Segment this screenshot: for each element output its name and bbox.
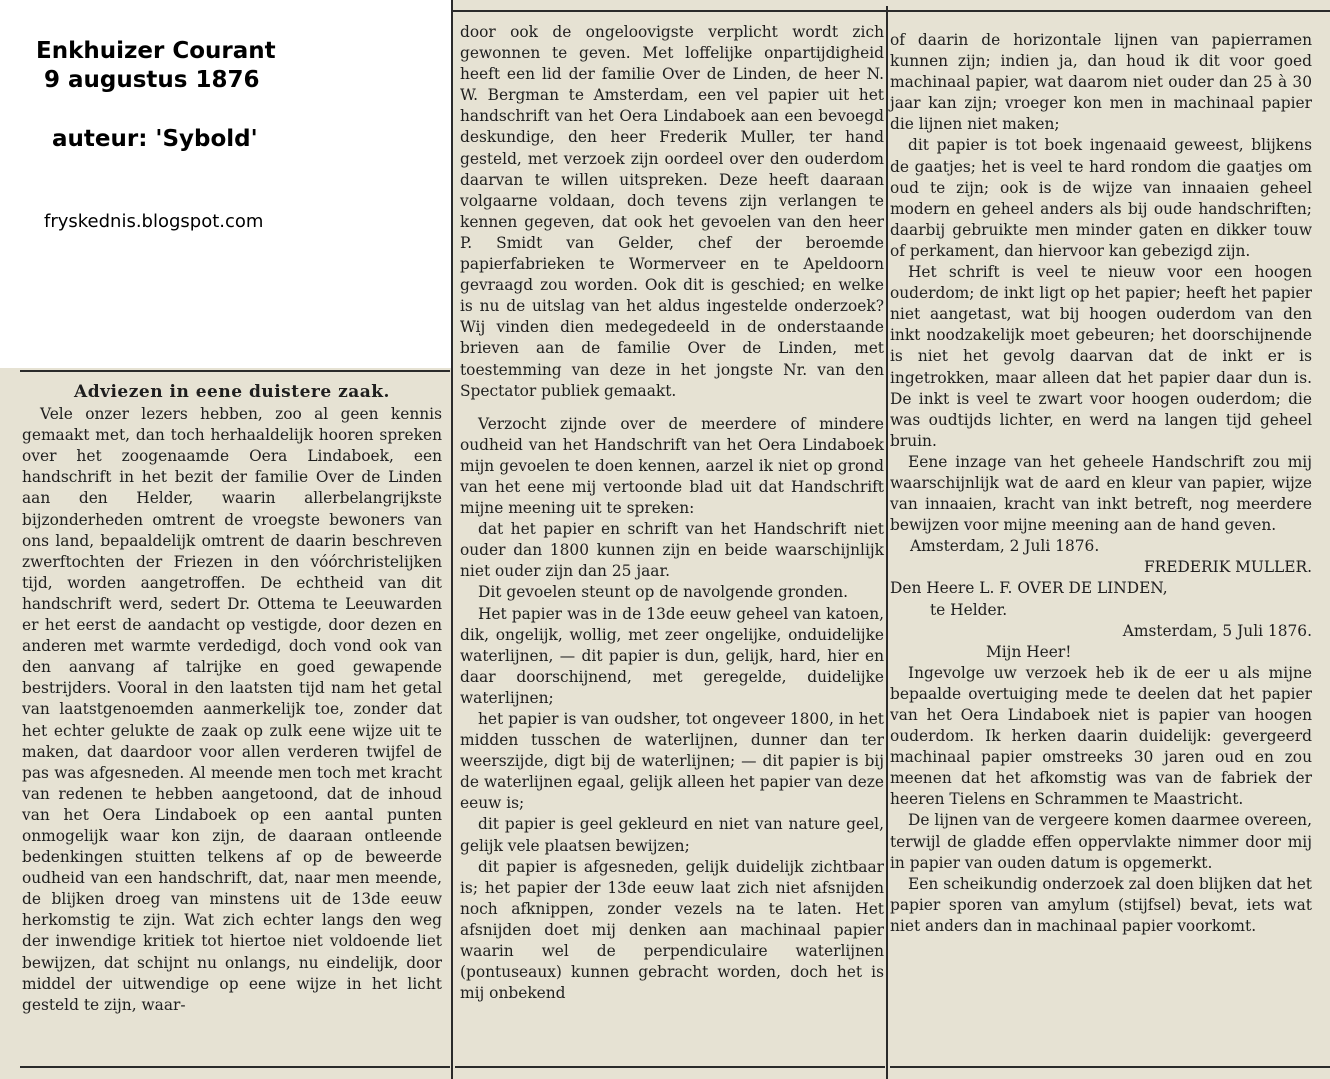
paragraph: Dit gevoelen steunt op de navolgende gronden. xyxy=(478,583,849,602)
headline-rule xyxy=(20,370,450,372)
paragraph: het papier is van oudsher, tot ongeveer 1800, in het midden tusschen de waterlijnen, dunner dan ter weerszijde, digt bij de waterlijnen; — dit papier is bij de waterlijnen egaal, gelijk alleen het papier van deze eeuw is; xyxy=(460,710,884,813)
top-rule xyxy=(453,10,1330,12)
column-rule-1 xyxy=(451,0,453,1079)
paragraph: Eene inzage van het geheele Handschrift zou mij waarschijnlijk wat de aard en kleur van papier, wijze van innaaien, kracht van inkt betreft, nog meerdere bewijzen voor mijne meening aan de hand geven. xyxy=(890,452,1312,535)
paragraph: dit papier is geel gekleurd en niet van nature geel, gelijk vele plaatsen bewijzen; xyxy=(460,815,884,855)
salutation: Mijn Heer! xyxy=(986,642,1072,661)
addressee: Den Heere L. F. OVER DE LINDEN, xyxy=(890,579,1168,598)
paragraph: De lijnen van de vergeere komen daarmee overeen, terwijl de gladde effen oppervlakte nimmer door mij in papier van ouden datum is opgemerkt. xyxy=(890,811,1312,872)
article-headline: Adviezen in eene duistere zaak. xyxy=(74,382,390,402)
publication-date: 9 augustus 1876 xyxy=(44,67,260,93)
article-column-2 xyxy=(460,22,884,1004)
paragraph: door ook de ongeloovigste verplicht wordt zich gewonnen te geven. Met loffelijke onpartijdigheid heeft een lid der familie Over de Linden, de heer N. W. Bergman te Amsterdam, een vel papier uit het handschrift van het Oera Lindaboek aan een bevoegd deskundige, den heer Frederik Muller, ter hand gesteld, met verzoek zijn oordeel over den ouderdom daarvan te willen uitspreken. Deze heeft daaraan volgaarne voldaan, doch tevens zijn verlangen te kennen gegeven, dat ook het gevoelen van den heer P. Smidt van Gelder, chef der beroemde papierfabrieken te Wormerveer en te Apeldoorn gevraagd zou worden. Ook dit is geschied; en welke is nu de uitslag van het aldus ingestelde onderzoek? Wij vinden dien medegedeeld in de onderstaande brieven aan de familie Over de Linden, met toestemming van deze in het jongste Nr. van den Spectator publiek gemaakt. xyxy=(460,23,884,400)
paragraph: Vele onzer lezers hebben, zoo al geen kennis gemaakt met, dan toch herhaaldelijk hooren spreken over het zoogenaamde Oera Lindaboek, een handschrift in het bezit der familie Over de Linden aan den Helder, waarin allerbelangrijkste bijzonderheden omtrent de vroegste bewoners van ons land, bepaaldelijk omtrent de daarin beschreven zwerftochten der Friezen in den vóórchristelijken tijd, worden aangetroffen. De echtheid van dit handschrift werd, sedert Dr. Ottema te Leeuwarden er het eerst de aandacht op vestigde, door dezen en anderen met warmte verdedigd, doch vond ook van den aanvang af talrijke en goed gewapende bestrijders. Vooral in den laatsten tijd nam het getal van laatstgenoemden aanmerkelijk toe, zonder dat het echter gelukte de zaak op zulk eene wijze uit te maken, dat daardoor voor allen verderen twijfel de pas was afgesneden. Al meende men toch met kracht van redenen te hebben aangetoond, dat de inhoud van het Oera Lindaboek op een aantal punten onmogelijk waar kon zijn, de daaraan ontleende bedenkingen stuitten telkens af op de beweerde oudheid van een handschrift, dat, naar men meende, de blijken droeg van minstens uit de 13de eeuw herkomstig te zijn. Wat zich echter langs den weg der inwendige kritiek tot hiertoe niet voldoende liet bewijzen, dat schijnt nu onlangs, nu eindelijk, door middel der uitwendige op eene wijze in het licht gesteld te zijn, waar- xyxy=(22,405,442,1014)
column-rule-2 xyxy=(886,6,888,1079)
letter-signature: FREDERIK MULLER. xyxy=(1143,558,1312,577)
article-column-3 xyxy=(890,30,1312,937)
paragraph: Een scheikundig onderzoek zal doen blijken dat het papier sporen van amylum (stijfsel) bevat, iets wat niet anders dan in machinaal papier voorkomt. xyxy=(890,874,1312,935)
addressee-place: te Helder. xyxy=(930,600,1008,619)
paragraph: dit papier is afgesneden, gelijk duidelijk zichtbaar is; het papier der 13de eeuw laat zich niet afsnijden noch afknippen, zonder vezels na te laten. Het afsnijden doet mij denken aan machinaal papier waarin wel de perpendiculaire waterlijnen (pontuseaux) kunnen gebracht worden, doch het is mij onbekend xyxy=(460,857,884,1003)
paragraph: dit papier is tot boek ingenaaid geweest, blijkens de gaatjes; het is veel te hard rondom die gaatjes om oud te zijn; ook is de wijze van innaaien geheel modern en geheel anders als bij oude handschriften; daarbij gebruikte men minder gaten en dikker touw of perkament, dan hiervoor kan gebezigd zijn. xyxy=(890,136,1312,260)
author-line: auteur: 'Sybold' xyxy=(52,126,258,152)
bottom-rule-1 xyxy=(20,1066,450,1068)
article-column-1 xyxy=(22,382,442,1016)
paragraph: of daarin de horizontale lijnen van papierramen kunnen zijn; indien ja, dan houd ik dit voor goed machinaal papier, wat daarom niet ouder dan 25 à 30 jaar kan zijn; vroeger kon men in machinaal papier die lijnen niet maken; xyxy=(890,31,1312,134)
bottom-rule-2 xyxy=(455,1066,885,1068)
caption-block xyxy=(0,0,452,368)
paragraph: Het schrift is veel te nieuw voor een hoogen ouderdom; de inkt ligt op het papier; heeft het papier niet aangetast, wat bij hoogen ouderdom van den inkt noodzakelijk moet gebeuren; het doorschijnende is niet het gevolg daarvan dat de inkt er is ingetrokken, maar alleen dat het papier daar dun is. De inkt is veel te zwart voor hoogen ouderdom; die was oudtijds lichter, en werd na langen tijd geheel bruin. xyxy=(890,263,1312,450)
paragraph: dat het papier en schrift van het Handschrift niet ouder dan 1800 kunnen zijn en beide waarschijnlijk niet ouder zijn dan 25 jaar. xyxy=(460,520,884,581)
paragraph: Verzocht zijnde over de meerdere of mindere oudheid van het Handschrift van het Oera Lindaboek mijn gevoelen te doen kennen, aarzel ik niet op grond van het eene mij vertoonde blad uit dat Handschrift mijne meening uit te spreken: xyxy=(460,414,884,518)
source-url: fryskednis.blogspot.com xyxy=(44,211,264,232)
letter-place-date: Amsterdam, 2 Juli 1876. xyxy=(910,537,1100,556)
paragraph: Het papier was in de 13de eeuw geheel van katoen, dik, ongelijk, wollig, met zeer ongelijke, onduidelijke waterlijnen, — dit papier is dun, gelijk, hard, hier en daar doorschijnend, met geregelde, duidelijke waterlijnen; xyxy=(460,604,884,707)
letter-date: Amsterdam, 5 Juli 1876. xyxy=(1122,621,1312,640)
newspaper-title: Enkhuizer Courant xyxy=(36,38,276,64)
paragraph: Ingevolge uw verzoek heb ik de eer u als mijne bepaalde overtuiging mede te deelen dat het papier van het Oera Lindaboek niet is papier van hoogen ouderdom. Ik herken daarin duidelijk: gevergeerd machinaal papier omstreeks 30 jaren oud en zou meenen dat het afkomstig was van de fabriek der heeren Tielens en Schrammen te Maastricht. xyxy=(890,663,1312,809)
bottom-rule-3 xyxy=(890,1066,1330,1068)
